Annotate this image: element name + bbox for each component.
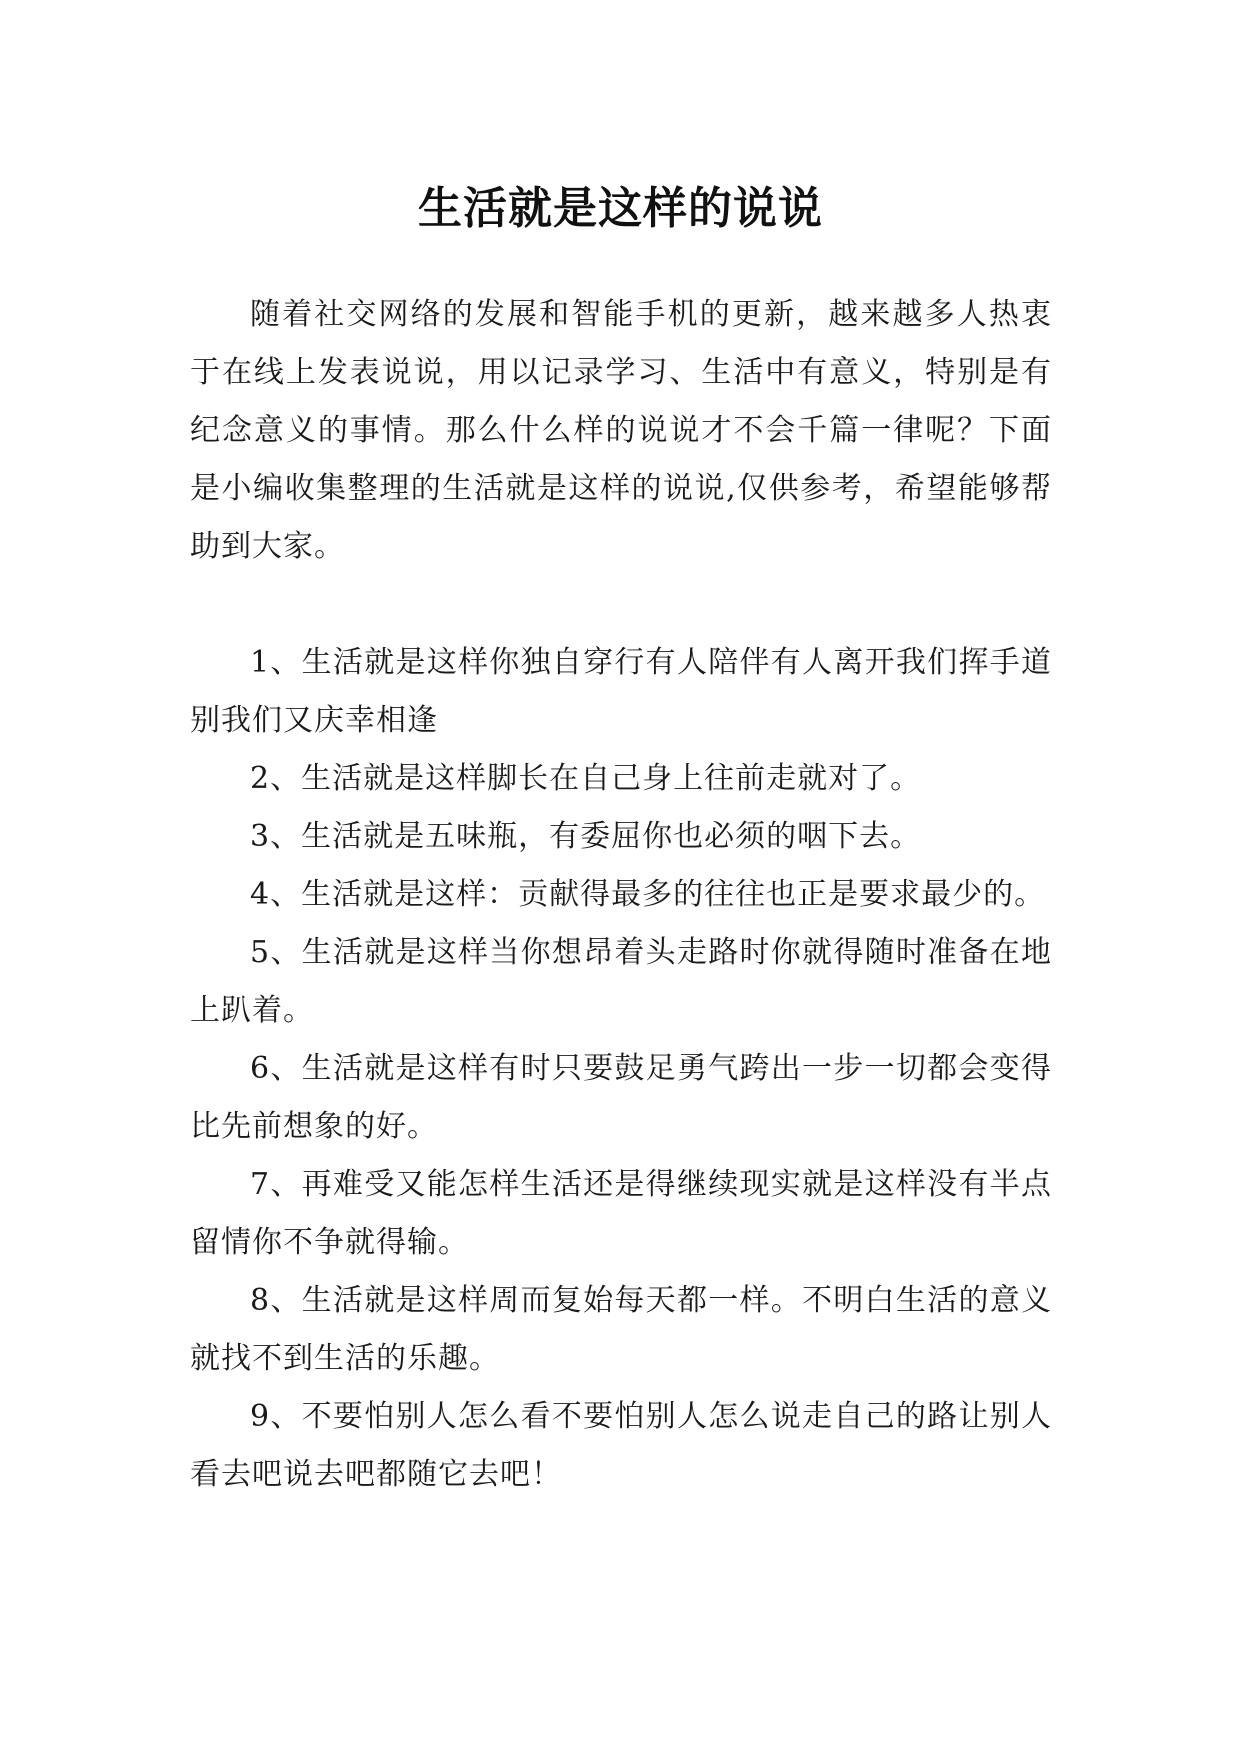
list-item: 8、生活就是这样周而复始每天都一样。不明白生活的意义就找不到生活的乐趣。	[190, 1283, 1052, 1376]
list-item: 4、生活就是这样：贡献得最多的往往也正是要求最少的。	[250, 877, 1046, 912]
list-item: 9、不要怕别人怎么看不要怕别人怎么说走自己的路让别人看去吧说去吧都随它去吧！	[190, 1399, 1052, 1492]
list-item: 3、生活就是五味瓶，有委屈你也必须的咽下去。	[250, 819, 922, 854]
list-item: 1、生活就是这样你独自穿行有人陪伴有人离开我们挥手道别我们又庆幸相逢	[190, 645, 1052, 738]
document-title: 生活就是这样的说说	[418, 183, 823, 235]
intro-paragraph: 随着社交网络的发展和智能手机的更新，越来越多人热衷于在线上发表说说，用以记录学习、生活中有意义，特别是有纪念意义的事情。那么什么样的说说才不会千篇一律呢？下面是小编收集整理的生活就是这样的说说,仅供参考，希望能够帮助到大家。	[190, 297, 1052, 564]
list-item: 6、生活就是这样有时只要鼓足勇气跨出一步一切都会变得比先前想象的好。	[190, 1051, 1052, 1144]
list-item: 7、再难受又能怎样生活还是得继续现实就是这样没有半点留情你不争就得输。	[190, 1167, 1052, 1260]
list-item: 5、生活就是这样当你想昂着头走路时你就得随时准备在地上趴着。	[190, 935, 1052, 1028]
list-item: 2、生活就是这样脚长在自己身上往前走就对了。	[250, 761, 922, 796]
document-body	[190, 286, 1052, 1504]
